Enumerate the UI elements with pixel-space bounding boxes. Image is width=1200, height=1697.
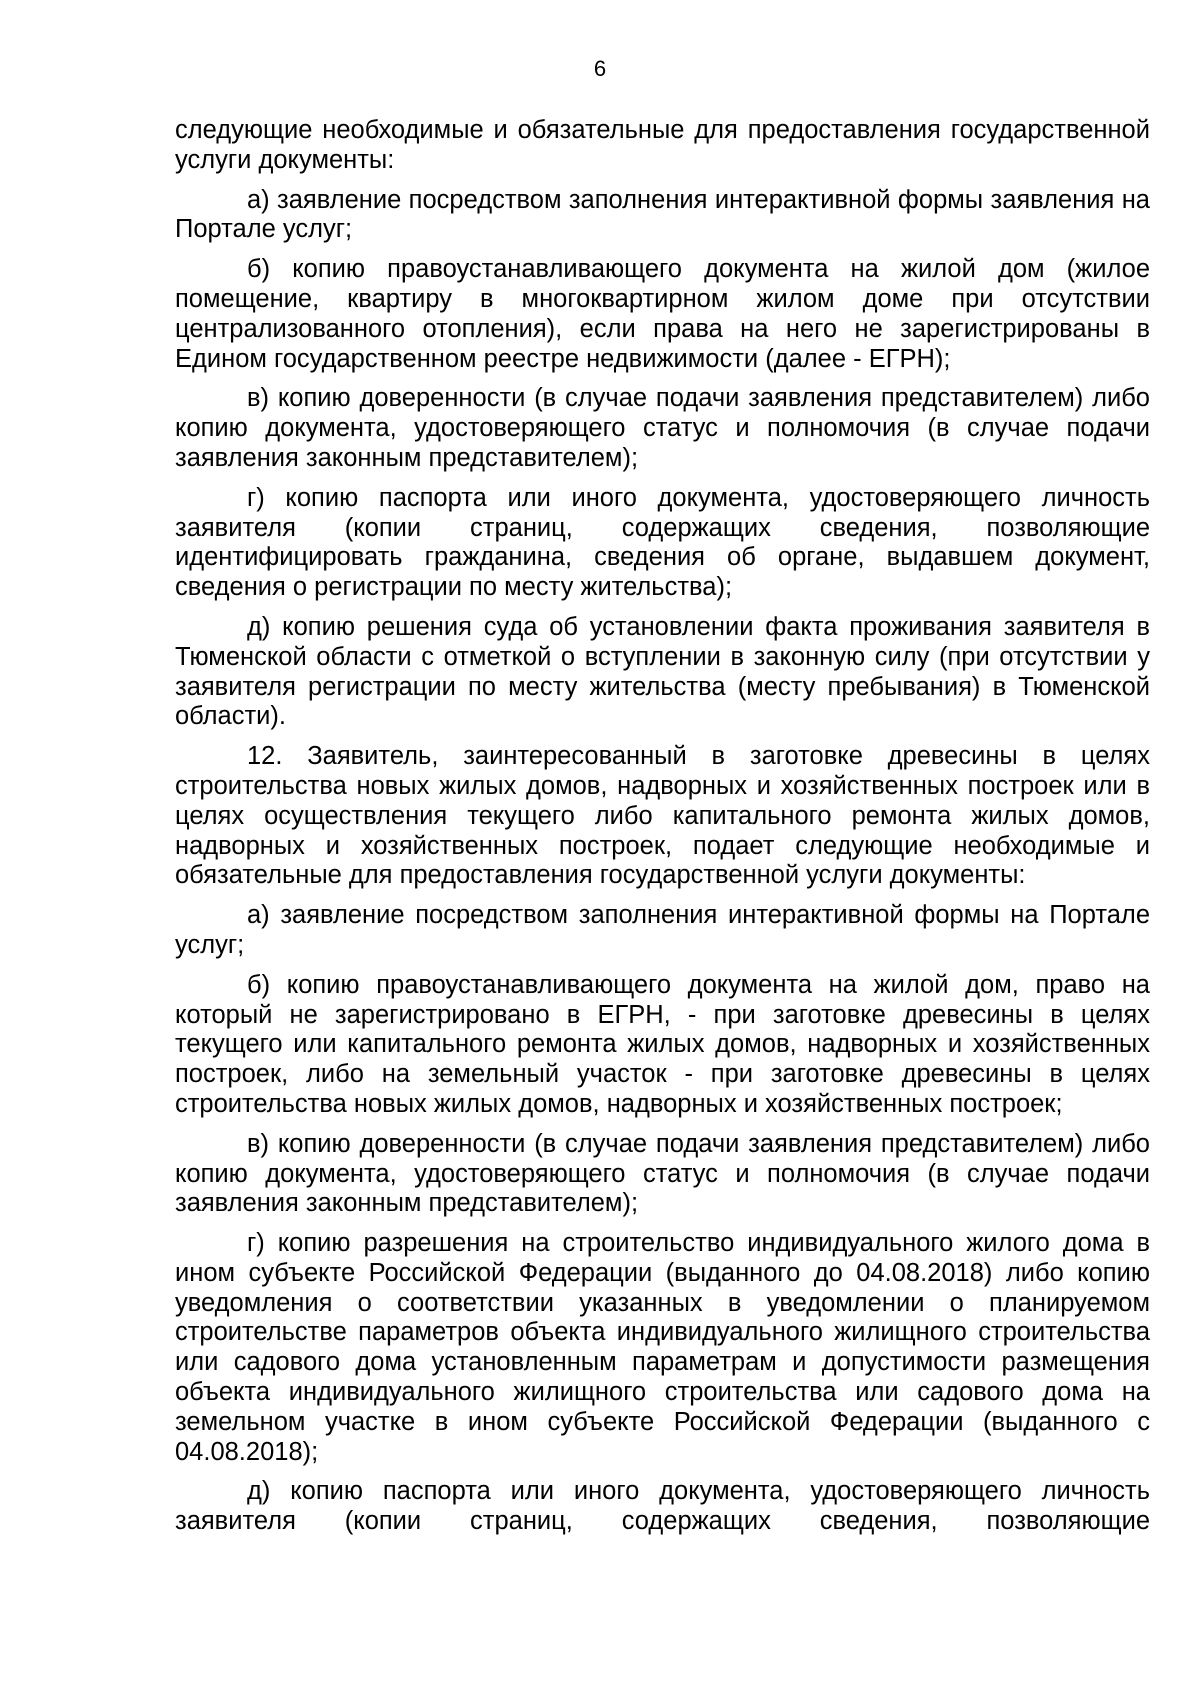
- paragraph-12-item-v: в) копию доверенности (в случае подачи заявления представителем) либо копию документа, удостоверяющего статус и полномочия (в случае подачи заявления законным представителем);: [175, 1129, 1150, 1218]
- page-number: 6: [593, 56, 607, 81]
- paragraph-12-item-a: а) заявление посредством заполнения интерактивной формы на Портале услуг;: [175, 901, 1150, 959]
- paragraph-12-item-d: д) копию паспорта или иного документа, удостоверяющего личность заявителя (копии страниц, содержащих сведения, позволяющие: [175, 1477, 1150, 1536]
- document-body: [175, 116, 1150, 1547]
- paragraph-item-b: б) копию правоустанавливающего документа на жилой дом (жилое помещение, квартиру в многоквартирном жилом доме при отсутствии централизованного отопления), если права на него не зарегистрированы в Едином государственном реестре недвижимости (далее - ЕГРН);: [175, 255, 1150, 373]
- paragraph-item-g: г) копию паспорта или иного документа, удостоверяющего личность заявителя (копии страниц, содержащих сведения, позволяющие идентифицировать гражданина, сведения об органе, выдавшем документ, сведения о регистрации по месту жительства);: [175, 483, 1150, 602]
- paragraph-item-v: в) копию доверенности (в случае подачи заявления представителем) либо копию документа, удостоверяющего статус и полномочия (в случае подачи заявления законным представителем);: [175, 384, 1150, 472]
- paragraph-continuation: следующие необходимые и обязательные для предоставления государственной услуги документы:: [175, 116, 1150, 174]
- paragraph-12-item-b: б) копию правоустанавливающего документа на жилой дом, право на который не зарегистрировано в ЕГРН, - при заготовке древесины в целях текущего или капитального ремонта жилых домов, надворных и хозяйственных построек, либо на земельный участок - при заготовке древесины в целях строительства новых жилых домов, надворных и хозяйственных построек;: [175, 970, 1150, 1118]
- paragraph-12-item-g: г) копию разрешения на строительство индивидуального жилого дома в ином субъекте Российской Федерации (выданного до 04.08.2018) либо копию уведомления о соответствии указанных в уведомлении о планируемом строительстве параметров объекта индивидуального жилищного строительства или садового дома установленным параметрам и допустимости размещения объекта индивидуального жилищного строительства или садового дома на земельном участке в ином субъекте Российской Федерации (выданного с 04.08.2018);: [175, 1229, 1150, 1466]
- paragraph-item-a: а) заявление посредством заполнения интерактивной формы заявления на Портале услуг;: [175, 185, 1150, 244]
- paragraph-item-d: д) копию решения суда об установлении факта проживания заявителя в Тюменской области с отметкой о вступлении в законную силу (при отсутствии у заявителя регистрации по месту жительства (месту пребывания) в Тюменской области).: [175, 612, 1150, 731]
- paragraph-section-12: 12. Заявитель, заинтересованный в заготовке древесины в целях строительства новых жилых домов, надворных и хозяйственных построек или в целях осуществления текущего либо капитального ремонта жилых домов, надворных и хозяйственных построек, подает следующие необходимые и обязательные для предоставления государственной услуги документы:: [175, 742, 1150, 890]
